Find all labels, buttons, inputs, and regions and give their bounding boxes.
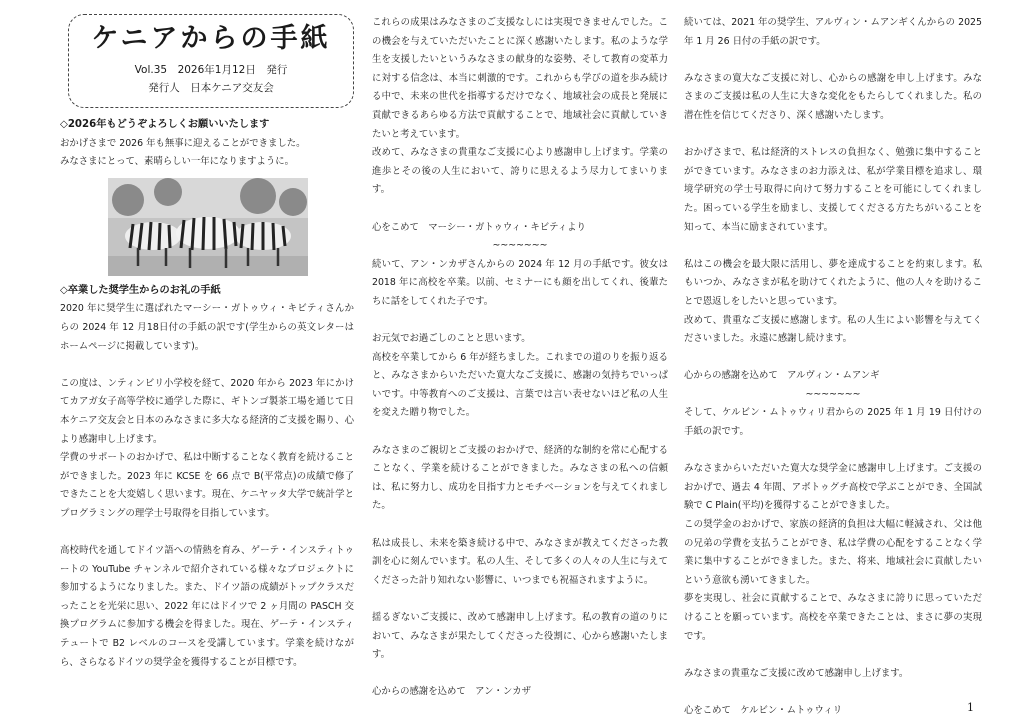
letter2-para3: 私は成長し、未来を築き続ける中で、みなさまが教えてくださった教訓を心に刻んでいます。私の人生、そして多くの人々の人生に与えてくださった計り知れない影響に、いつまでも祝福されますように。 [372, 537, 668, 586]
letter4-para1: みなさまからいただいた寛大な奨学金に感謝申し上げます。ご支援のおかげで、過去 4 年間、アボトゥグチ高校で学ぶことができ、全国試験で C Plain(平均)を獲得することができました。 この奨学金のおかげで、家族の経済的負担は大幅に軽減され、父は他の兄弟の学費を支払うことができ、私は学費の心配をすることなく学業に集中することができました。また、将来、地域社会に貢献したいという意欲も湧いてきました。 夢を実現し、社会に貢献することで、みなさまに誇りに思っていただけることを願っています。高校を卒業できたことは、まさに夢の実現です。 [684, 463, 982, 642]
column-3 [684, 14, 982, 721]
column-2 [372, 14, 668, 702]
letter1-para2: 高校時代を通してドイツ語への情熱を育み、ゲーテ・インスティトゥートの YouTube チャンネルで紹介されている様々なプロジェクトに参加するようになりました。また、ドイツ語の成績がトップクラスだったことを光栄に思い、2022 年にはドイツで 2 ヶ月間の PASCH 交換プログラムに参加する機会を得ました。現在、ゲーテ・インスティテュートで B2 レベルのコースを受講しています。学業を続けながら、さらなるドイツの奨学金を獲得することが目標です。 [60, 545, 354, 668]
letter1-signature: 心をこめて マーシー・ガトゥウィ・キビティより [372, 221, 586, 233]
letter2-para1: お元気でお過ごしのことと思います。 高校を卒業してから 6 年が経ちました。これまでの道のりを振り返ると、みなさまからいただいた寛大なご支援に、感謝の気持ちでいっぱいです。中等教育へのご支援は、言葉では言い表せないほど私の人生を変えた贈り物でした。 [372, 333, 668, 419]
letter2-intro: 続いて、アン・ンカザさんからの 2024 年 12 月の手紙です。彼女は 2018 年に高校を卒業。以前、セミナーにも顔を出してくれ、後輩たちに話をしてくれた子です。 [372, 258, 668, 307]
letter4-intro: そして、ケルビン・ムトゥウィリ君からの 2025 年 1 月 19 日付けの手紙の訳です。 [684, 407, 982, 438]
letter1-para3: これらの成果はみなさまのご支援なしには実現できませんでした。この機会を与えていただいたことに深く感謝いたします。私のような学生を支援したいというみなさまの献身的な姿勢、そして教育の変革力に対する信念は、本当に刺激的です。これからも学びの道を歩み続ける中で、未来の世代を指導するだけでなく、地域社会の成長と発展に貢献できるあらゆる方法で貢献することで、地域社会に貢献していきたいと考えています。 改めて、みなさまの貴重なご支援に心より感謝申し上げます。学業の進歩とその後の人生において、誇りに思えるよう尽力してまいります。 [372, 17, 668, 196]
divider: ~~~~~~~ [492, 240, 548, 252]
letter3-para1: みなさまの寛大なご支援に対し、心からの感謝を申し上げます。みなさまのご支援は私の人生に大きな変化をもたらしてくれました。私の潜在性を信じてくださり、深く感謝いたします。 [684, 72, 982, 121]
letter4-signature: 心をこめて ケルビン・ムトゥウィリ [684, 704, 843, 716]
letter2-para4: 揺るぎないご支援に、改めて感謝申し上げます。私の教育の道のりにおいて、みなさまが果たしてくださった役割に、心から感謝いたします。 [372, 612, 668, 661]
letter3-intro: 続いては、2021 年の奨学生、アルヴィン・ムアンギくんからの 2025 年 1 月 26 日付の手紙の訳です。 [684, 17, 982, 47]
newyear-body: おかげさまで 2026 年も無事に迎えることができました。 みなさまにとって、素晴らしい一年になりますように。 [60, 137, 306, 168]
zebra-herd-photo-icon [108, 178, 308, 276]
letter3-signature: 心からの感謝を込めて アルヴィン・ムアンギ [684, 370, 880, 382]
letter2-para2: みなさまのご親切とご支援のおかげで、経済的な制約を常に心配することなく、学業を続けることができました。みなさまの私への信頼は、私に努力し、成功を目指す力とモチベーションを与えてくれました。 [372, 444, 668, 512]
letter2-signature: 心からの感謝を込めて アン・ンカザ [372, 686, 532, 698]
divider: ~~~~~~~ [805, 388, 861, 400]
letter3-para3: 私はこの機会を最大限に活用し、夢を達成することを約束します。私もいつか、みなさまが私を助けてくれたように、他の人々を助けることで恩返しをしたいと思っています。 改めて、貴重なご支援に感謝します。私の人生によい影響を与えてくださいました。永遠に感謝し続けます。 [684, 258, 982, 345]
zebra-herd-photo [108, 178, 308, 276]
letter3-para2: おかげさまで、私は経済的ストレスの負担なく、勉強に集中することができています。みなさまのお力添えは、私が学業目標を追求し、環境学研究の学士号取得に向けて努力することを可能にしてくれました。困っている学生を励まし、支援してくださる方たちがいることを知って、本当に励まされています。 [684, 147, 982, 233]
page-number: 1 [967, 701, 974, 714]
letter4-para2: みなさまの貴重なご支援に改めて感謝申し上げます。 [684, 667, 909, 679]
newyear-heading: ◇2026年もどうぞよろしくお願いいたします [60, 119, 270, 130]
newsletter-title: ケニアからの手紙 [91, 23, 331, 54]
masthead [68, 14, 354, 108]
publisher-info: 発行人 日本ケニア交友会 [148, 82, 274, 94]
letter-heading: ◇卒業した奨学生からのお礼の手紙 [60, 284, 221, 296]
column-1 [60, 14, 354, 672]
letter-intro: 2020 年に奨学生に選ばれたマーシー・ガトゥウィ・キビティさんからの 2024 年 12 月18日付の手紙の訳です(学生からの英文レターはホームページに掲載しています)。 [60, 303, 354, 352]
issue-info: Vol.35 2026年1月12日 発行 [134, 64, 288, 76]
letter1-para1: この度は、ンティンビリ小学校を経て、2020 年から 2023 年にかけてカアガ女子高等学校に通学した際に、ギトンゴ製茶工場を通じて日本ケニア交友会と日本のみなさまに多大なる経済的ご支援を賜り、心より感謝申し上げます。 学費のサポートのおかげで、私は中断することなく教育を続けることができました。2023 年に KCSE を 66 点で B(平常点)の成績で修了できたことを大変嬉しく思います。現在、ケニヤッタ大学で統計学とプログラミングの理学士号取得を目指しています。 [60, 377, 354, 519]
